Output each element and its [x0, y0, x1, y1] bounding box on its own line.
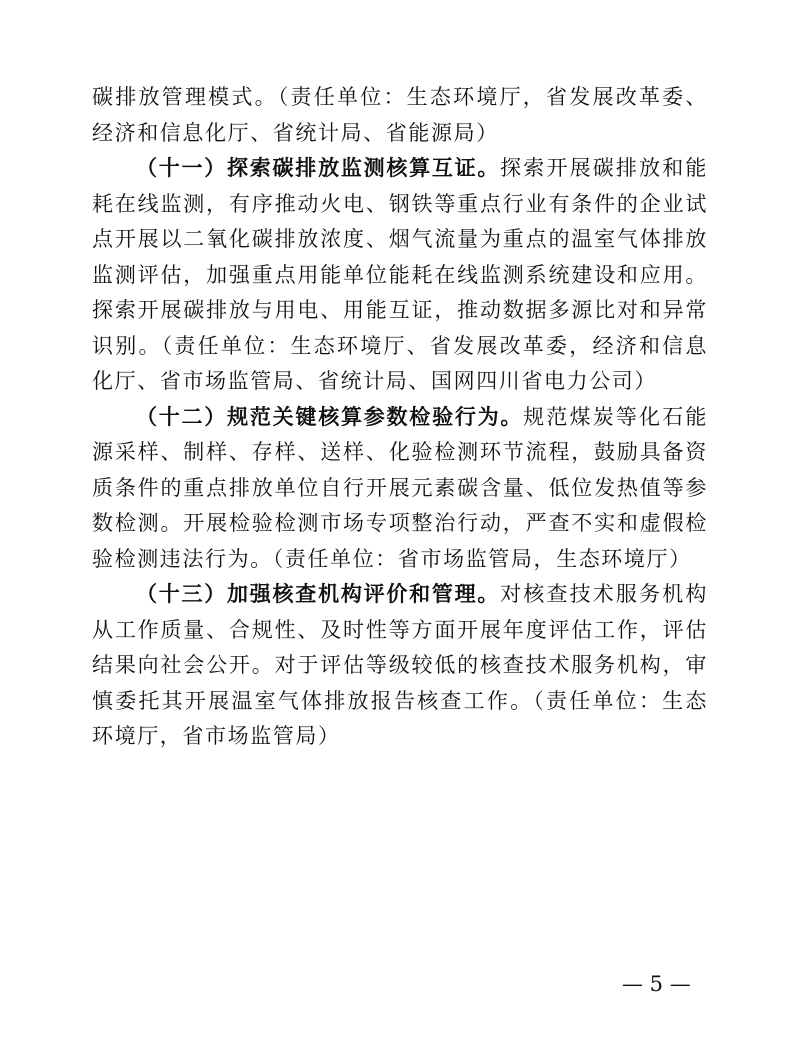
paragraph-item-13 — [92, 577, 708, 755]
paragraph-text: 对核查技术服务机构从工作质量、合规性、及时性等方面开展年度评估工作，评估结果向社会公开。对于评估等级较低的核查技术服务机构，审慎委托其开展温室气体排放报告核查工作。（责任单位：生态环境厅，省市场监管局） — [92, 582, 709, 748]
paragraph-text: 碳排放管理模式。（责任单位：生态环境厅，省发展改革委、经济和信息化厅、省统计局、省能源局） — [92, 85, 708, 145]
paragraph-heading: （十一）探索碳排放监测核算互证。 — [136, 156, 501, 180]
paragraph-item-12 — [92, 400, 708, 578]
paragraph-heading: （十三）加强核查机构评价和管理。 — [136, 582, 501, 606]
paragraph-continuation — [92, 80, 708, 151]
paragraph-item-11 — [92, 151, 708, 400]
paragraph-text: 规范煤炭等化石能源采样、制样、存样、送样、化验检测环节流程，鼓励具备资质条件的重点排放单位自行开展元素碳含量、低位发热值等参数检测。开展检验检测市场专项整治行动，严查不实和虚假检验检测违法行为。（责任单位：省市场监管局，生态环境厅） — [92, 404, 708, 571]
page-number: — 5 — — [622, 972, 691, 996]
paragraph-heading: （十二）规范关键核算参数检验行为。 — [136, 404, 524, 429]
document-body — [92, 80, 708, 755]
paragraph-text: 探索开展碳排放和能耗在线监测，有序推动火电、钢铁等重点行业有条件的企业试点开展以二氧化碳排放浓度、烟气流量为重点的温室气体排放监测评估，加强重点用能单位能耗在线监测系统建设和应用。探索开展碳排放与用电、用能互证，推动数据多源比对和异常识别。（责任单位：生态环境厅、省发展改革委，经济和信息化厅、省市场监管局、省统计局、国网四川省电力公司） — [92, 156, 709, 393]
